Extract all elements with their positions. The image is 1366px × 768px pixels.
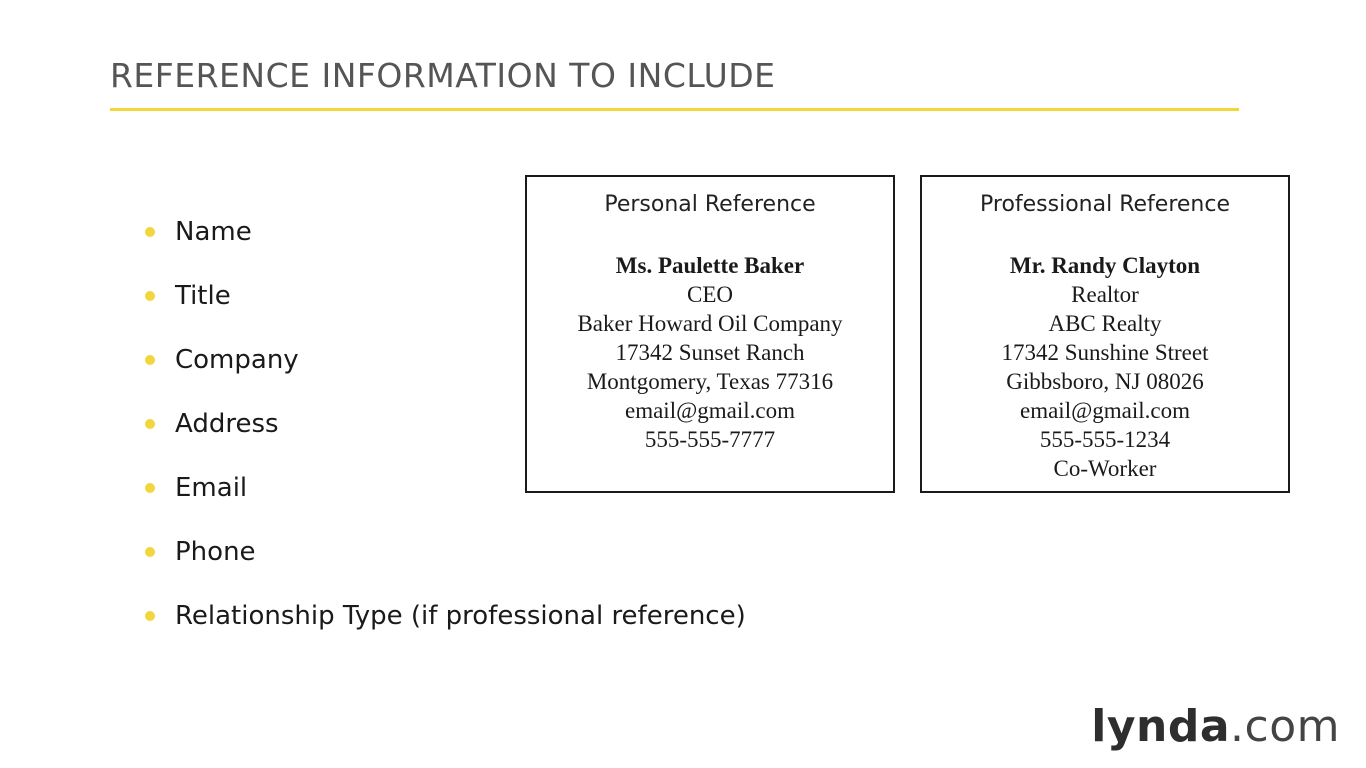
bullet-text: Title <box>175 281 231 311</box>
reference-company: Baker Howard Oil Company <box>577 311 843 336</box>
slide-title: REFERENCE INFORMATION TO INCLUDE <box>110 56 776 95</box>
professional-reference-card <box>920 175 1290 493</box>
bullet-text: Email <box>175 473 248 503</box>
bullet-item-phone <box>140 520 746 584</box>
reference-email: email@gmail.com <box>1020 398 1190 423</box>
card-heading: Personal Reference <box>604 192 816 217</box>
bullet-dot-icon <box>145 419 155 429</box>
bullet-text: Name <box>175 217 252 247</box>
reference-phone: 555-555-1234 <box>1039 427 1171 452</box>
reference-city-state-zip: Montgomery, Texas 77316 <box>586 369 834 394</box>
bullet-dot-icon <box>145 547 155 557</box>
personal-reference-card <box>525 175 895 493</box>
reference-name: Mr. Randy Clayton <box>1009 253 1201 278</box>
reference-relationship: Co-Worker <box>1053 456 1157 481</box>
reference-title: CEO <box>687 282 733 307</box>
bullet-dot-icon <box>145 611 155 621</box>
bullet-dot-icon <box>145 483 155 493</box>
bullet-item-relationship <box>140 584 746 648</box>
logo-suffix: .com <box>1230 701 1340 752</box>
reference-name: Ms. Paulette Baker <box>615 253 805 278</box>
reference-company: ABC Realty <box>1048 311 1162 336</box>
bullet-dot-icon <box>145 227 155 237</box>
bullet-dot-icon <box>145 355 155 365</box>
card-heading: Professional Reference <box>980 192 1230 217</box>
card-body <box>527 251 893 454</box>
reference-title: Realtor <box>1071 282 1139 307</box>
logo-brand: lynda <box>1091 701 1231 752</box>
bullet-text: Address <box>175 409 279 439</box>
reference-email: email@gmail.com <box>625 398 795 423</box>
title-underline <box>110 108 1239 111</box>
reference-street: 17342 Sunset Ranch <box>615 340 805 365</box>
reference-city-state-zip: Gibbsboro, NJ 08026 <box>1006 369 1204 394</box>
lynda-logo <box>1091 701 1340 752</box>
bullet-text: Phone <box>175 537 256 567</box>
bullet-text: Relationship Type (if professional reference) <box>175 601 746 631</box>
bullet-text: Company <box>175 345 299 375</box>
reference-street: 17342 Sunshine Street <box>1001 340 1209 365</box>
bullet-dot-icon <box>145 291 155 301</box>
reference-phone: 555-555-7777 <box>644 427 776 452</box>
card-body <box>922 251 1288 483</box>
